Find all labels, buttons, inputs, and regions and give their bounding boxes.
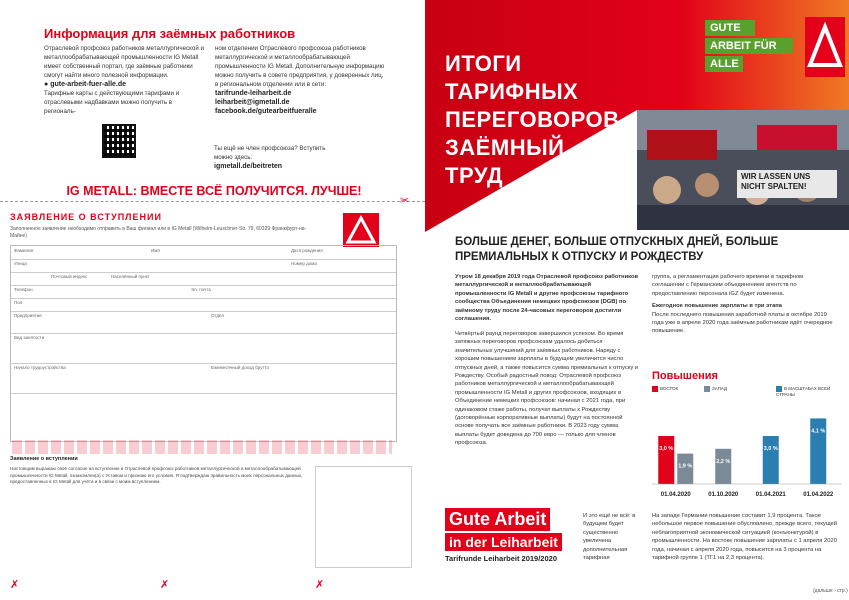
gute-arbeit-badge: GUTE ARBEIT FÜR ALLE bbox=[705, 20, 800, 74]
bar-data-label: 3,0 % bbox=[659, 446, 674, 452]
bar-data-label: 4,1 % bbox=[811, 428, 826, 435]
field-company[interactable]: Предприятие bbox=[14, 313, 42, 318]
increase-chart bbox=[652, 386, 842, 506]
bar-data-label: 2,2 % bbox=[716, 458, 731, 465]
iban-field-stripes[interactable] bbox=[12, 440, 392, 454]
qr-caption: Ты ещё не член профсоюза? Вступить можно здесь: igmetall.de/beitreten bbox=[214, 144, 344, 171]
info-text-3: ном отделении Отраслевого профсоюза работников металлургической и металлообрабатывающей промышленности IG Metall. Дополнительную информацию можно получить в совете предприятия, у доверенных лиц, в региональном отделении или в сети: bbox=[215, 45, 385, 88]
info-column-1: Отраслевой профсоюз работников металлургической и металлообрабатывающей промышленности IG Metall имеет собственный портал, где заёмные работники смогут найти много полезной информации. ● gute-arbeit-fuer-alle.de Тарифные карты с действующими тарифами и отраслевыми надбавками можно получить в региональ- bbox=[44, 45, 204, 115]
field-email[interactable]: Эл. почта bbox=[191, 287, 211, 292]
ig-metall-logo-icon bbox=[343, 213, 379, 247]
x-tick-label: 01.04.2020 bbox=[660, 492, 691, 498]
info-heading: Информация для заёмных работников bbox=[44, 26, 296, 41]
gute-arbeit-leiharbeit-logo: Gute Arbeit in der Leiharbeit Tarifrunde Leiharbeit 2019/2020 bbox=[445, 508, 575, 584]
legend-east: ВОСТОК bbox=[660, 386, 679, 392]
link-3[interactable]: facebook.de/gutearbeitfueralle bbox=[215, 108, 317, 115]
x-tick-label: 01.04.2021 bbox=[755, 492, 786, 498]
signature-box[interactable] bbox=[315, 466, 412, 568]
field-city[interactable]: Населённый пункт bbox=[111, 274, 150, 279]
cut-line bbox=[0, 201, 425, 202]
bar-data-label: 3,0 % bbox=[763, 446, 778, 452]
field-department[interactable]: Отдел bbox=[211, 313, 225, 318]
legend-west-swatch bbox=[704, 386, 710, 392]
scissors-icon: ✗ bbox=[315, 579, 325, 591]
form-description: Заполненное заявление необходимо отправить в Ваш филиал или в IG Metall (Wilhelm-Leuschner-Str. 79, 60329 Франкфурт-на-Майне) bbox=[10, 226, 307, 239]
info-text: Отраслевой профсоюз работников металлургической и металлообрабатывающей промышленности IG Metall имеет собственный портал, где заёмные работники смогут найти много полезной информации. bbox=[44, 45, 204, 79]
info-column-2 bbox=[215, 44, 385, 116]
info-text-2: Тарифные карты с действующими тарифами и отраслевыми надбавками можно получить в региональ- bbox=[44, 90, 180, 115]
field-phone[interactable]: Телефон bbox=[14, 287, 33, 292]
declaration-text: Настоящим выражаю своё согласие на вступление в Отраслевой профсоюз работников металлургической и металлообрабатывающей промышленности IG Metall, ознакомлен(а) с Уставом и признаю его условия. Я подтверждаю правильность моих персональных данных, предоставленных в IG Metall для учёта и в связи с моим вступлением. bbox=[10, 466, 303, 484]
field-birthdate[interactable]: Дата рождения bbox=[291, 248, 323, 253]
chart-title: Повышения bbox=[652, 370, 718, 382]
slogan: IG METALL: ВМЕСТЕ ВСЁ ПОЛУЧИТСЯ. ЛУЧШЕ! bbox=[66, 184, 362, 198]
right-page bbox=[425, 0, 849, 600]
qr-code-icon[interactable] bbox=[102, 124, 136, 158]
link-2[interactable]: leiharbeit@igmetall.de bbox=[215, 99, 290, 106]
x-tick-label: 01.10.2020 bbox=[708, 492, 739, 498]
field-name[interactable]: Имя bbox=[151, 248, 160, 253]
bar-восток-0 bbox=[658, 436, 674, 484]
bar-data-label: 1,9 % bbox=[678, 463, 693, 470]
field-gender[interactable]: Пол bbox=[14, 300, 23, 305]
body-column-3: И это ещё не всё: в будущем будет существенно увеличена дополнительная тарифная bbox=[583, 513, 636, 562]
join-link[interactable]: igmetall.de/beitreten bbox=[214, 163, 283, 170]
field-house[interactable]: Номер дома bbox=[291, 261, 317, 266]
demonstration-photo bbox=[637, 110, 849, 230]
membership-form bbox=[10, 245, 397, 442]
scissors-icon: ✂ bbox=[400, 195, 410, 207]
bar-запад-1 bbox=[715, 449, 731, 484]
declaration-title: Заявление о вступлении bbox=[10, 456, 78, 462]
field-income[interactable]: Ежемесячный доход брутто bbox=[211, 365, 270, 370]
form-title: ЗАЯВЛЕНИЕ О ВСТУПЛЕНИИ bbox=[10, 212, 162, 222]
field-street[interactable]: Улица bbox=[14, 261, 27, 266]
main-title: ИТОГИ ТАРИФНЫХ ПЕРЕГОВОРОВ ЗАЁМНЫЙ ТРУД bbox=[445, 51, 620, 188]
page-continue[interactable]: (дальше › стр.) bbox=[813, 588, 848, 594]
lede-paragraph: Утром 18 декабря 2019 года Отраслевой профсоюз работников металлургической и металлообрабатывающей промышленности IG Metall и другие профсоюзы тарифного сообщества Объединения немецких профсоюзов (DGB) по заёмному труду после 24-часовых переговоров достигли соглашения. bbox=[455, 274, 639, 323]
portal-link[interactable]: gute-arbeit-fuer-alle.de bbox=[50, 81, 127, 88]
field-zip[interactable]: Почтовый индекс bbox=[51, 274, 88, 279]
body-column-2: группа, а регламентация рабочего времени в тарифном соглашении с Германским объединением агентств по предоставлению персонала iGZ будет изменена. Ежегодное повышение зарплаты в три этапа После последнего повышения заработной платы в октябре 2019 года уже в апреле 2020 года заёмным работникам идёт очередное повышение. bbox=[652, 274, 833, 335]
banner-text: WIR LASSEN UNS NICHT SPALTEN! bbox=[741, 172, 811, 191]
scissors-icon: ✗ bbox=[160, 579, 170, 591]
body-column-4: На западе Германии повышение составит 1,9 процента. Такое небольшое первое повышение обусловлено, прежде всего, текущей неблагоприятной экономической ситуацией (конъюнктурой) в промышленности. На востоке повышение зарплаты с 1 апреля 2020 года, начиная с апреля 2020 года, повысится на 3 процента на тарифной группе 1 (ТГ1 на 2,3 процента). bbox=[652, 513, 837, 562]
bar-в-масштабах-всей-страны-2 bbox=[763, 436, 779, 484]
field-start-date[interactable]: Начало трудоустройства bbox=[14, 365, 66, 370]
scissors-icon: ✗ bbox=[10, 579, 20, 591]
legend-all: В МАСШТАБАХ ВСЕЙ СТРАНЫ bbox=[776, 386, 831, 397]
legend-east-swatch bbox=[652, 386, 658, 392]
subheading: БОЛЬШЕ ДЕНЕГ, БОЛЬШЕ ОТПУСКНЫХ ДНЕЙ, БОЛЬШЕ ПРЕМИАЛЬНЫХ К ОТПУСКУ И РОЖДЕСТВУ bbox=[455, 236, 779, 263]
ig-metall-logo-icon bbox=[805, 17, 845, 77]
link-1[interactable]: tarifrunde-leiharbeit.de bbox=[215, 90, 292, 97]
x-tick-label: 01.04.2022 bbox=[803, 492, 834, 498]
chart-plot bbox=[652, 400, 842, 504]
field-employment[interactable]: Вид занятости bbox=[14, 335, 45, 340]
legend-west: ЗАПАД bbox=[712, 386, 728, 392]
body-column-1: Четвёртый раунд переговоров завершился успехом. Во время затяжных переговоров профсоюзам удалось добиться значительных улучшений для заёмных работников. Наряду с хорошим повышением зарплаты в будущем увеличится число отпускных дней, а также повысится сумма премиальных к отпуску и Рождеству. Особый радостный повод: Отраслевой профсоюз работников металлургической и металлообрабатывающей промышленности IG Metall и других профсоюзов, входящих в Объединение немецких профсоюзов: начиная с 2021 года, при одинаковом стаже работы, получат выплаты к Рождеству (договорённые корпоративные выплаты) будут на постоянной основе получать все заёмные работники. В 2023 году сумма выплаты будет доведена до 700 евро — только для членов профсоюза. bbox=[455, 331, 639, 447]
field-surname[interactable]: Фамилия bbox=[14, 248, 34, 253]
